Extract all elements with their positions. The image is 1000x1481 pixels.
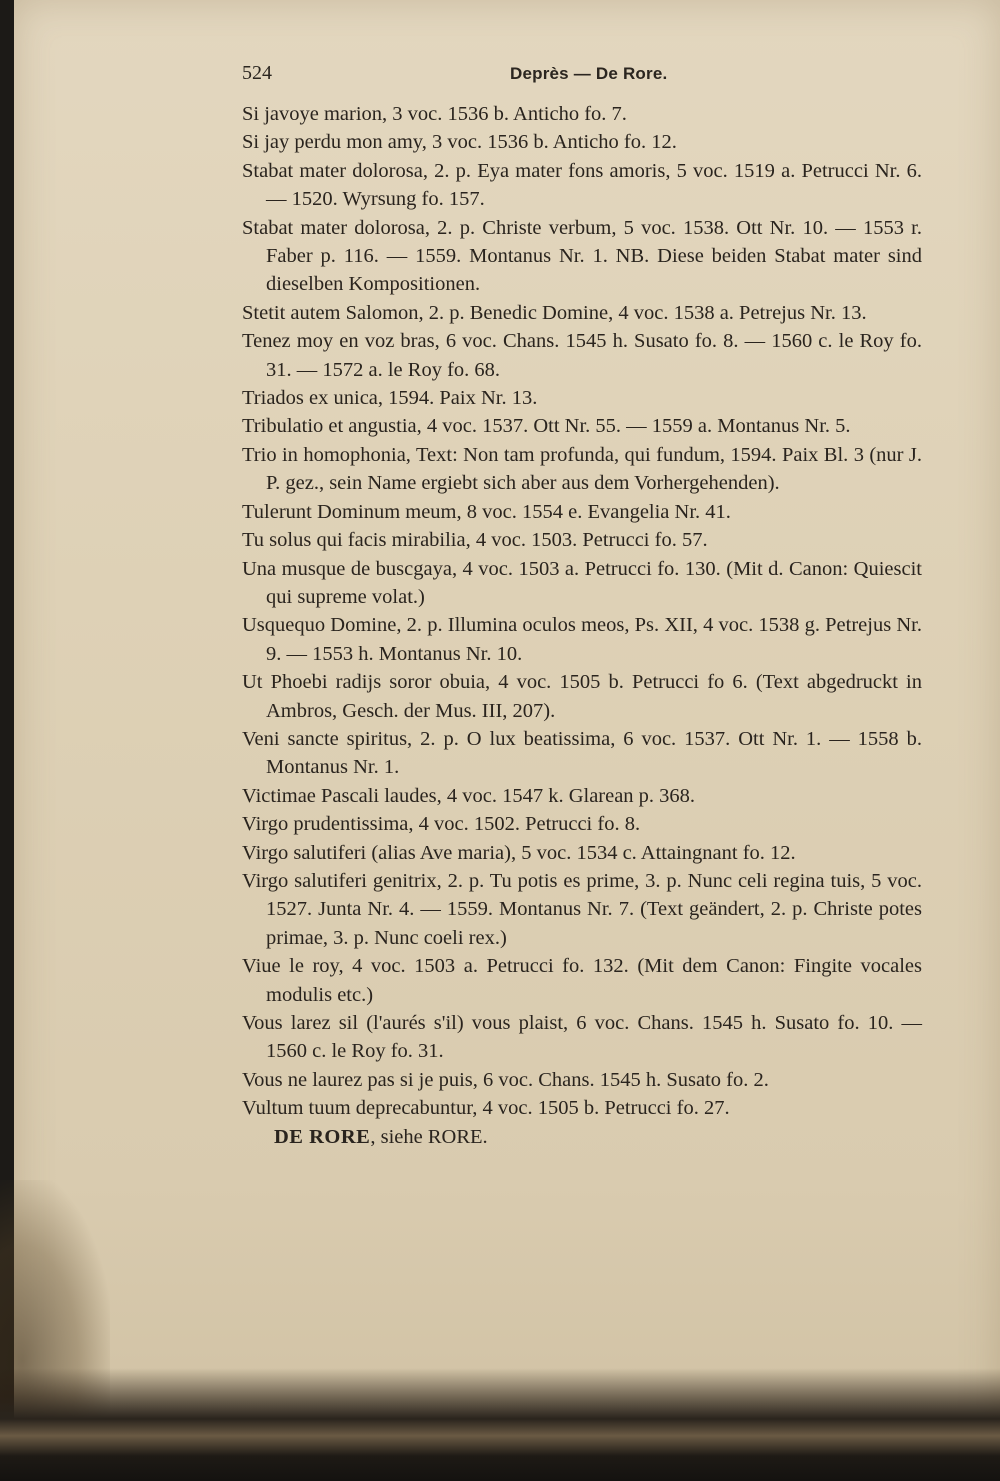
cross-reference [242, 1123, 922, 1151]
catalog-entry: Stabat mater dolorosa, 2. p. Christe verbum, 5 voc. 1538. Ott Nr. 10. — 1553 r. Faber p. 116. — 1559. Montanus Nr. 1. NB. Diese beiden Stabat mater sind dieselben Kompositionen. [242, 216, 922, 296]
catalog-entry: Stetit autem Salomon, 2. p. Benedic Domine, 4 voc. 1538 a. Petrejus Nr. 13. [242, 301, 867, 324]
catalog-entry: Si javoye marion, 3 voc. 1536 b. Anticho fo. 7. [242, 103, 627, 125]
catalog-entry: Usquequo Domine, 2. p. Illumina oculos meos, Ps. XII, 4 voc. 1538 g. Petrejus Nr. 9. — 1553 h. Montanus Nr. 10. [242, 614, 922, 665]
running-title: Deprès — De Rore. [510, 64, 668, 83]
book-page [14, 0, 1000, 1481]
page-number: 524 [242, 62, 272, 84]
catalog-entry: Trio in homophonia, Text: Non tam profunda, qui fundum, 1594. Paix Bl. 3 (nur J. P. gez., sein Name ergiebt sich aber aus dem Vorhergehenden). [242, 443, 922, 495]
catalog-entry: Stabat mater dolorosa, 2. p. Eya mater fons amoris, 5 voc. 1519 a. Petrucci Nr. 6. — 1520. Wyrsung fo. 157. [242, 159, 922, 211]
catalog-entry: Vous ne laurez pas si je puis, 6 voc. Chans. 1545 h. Susato fo. 2. [242, 1068, 769, 1091]
catalog-entry: Veni sancte spiritus, 2. p. O lux beatissima, 6 voc. 1537. Ott Nr. 1. — 1558 b. Montanus Nr. 1. [242, 727, 922, 779]
catalog-entry: Virgo prudentissima, 4 voc. 1502. Petrucci fo. 8. [242, 813, 641, 836]
cross-reference-text: , siehe RORE. [370, 1125, 488, 1148]
catalog-entry: Tu solus qui facis mirabilia, 4 voc. 1503. Petrucci fo. 57. [242, 529, 708, 552]
catalog-entry: Virgo salutiferi genitrix, 2. p. Tu potis es prime, 3. p. Nunc celi regina tuis, 5 voc. 1527. Junta Nr. 4. — 1559. Montanus Nr. 7. (Text geändert, 2. p. Christe potes primae, 3. p. Nunc coeli rex.) [242, 869, 922, 949]
cross-reference-name: DE RORE [274, 1125, 371, 1148]
catalog-entries [242, 100, 922, 1151]
catalog-entry: Tenez moy en voz bras, 6 voc. Chans. 1545 h. Susato fo. 8. — 1560 c. le Roy fo. 31. — 1572 a. le Roy fo. 68. [242, 330, 922, 381]
catalog-entry: Si jay perdu mon amy, 3 voc. 1536 b. Anticho fo. 12. [242, 131, 677, 154]
catalog-entry: Vultum tuum deprecabuntur, 4 voc. 1505 b. Petrucci fo. 27. [242, 1097, 730, 1120]
catalog-entry: Viue le roy, 4 voc. 1503 a. Petrucci fo. 132. (Mit dem Canon: Fingite vocales modulis etc.) [242, 955, 922, 1006]
catalog-entry: Victimae Pascali laudes, 4 voc. 1547 k. Glarean p. 368. [242, 784, 696, 807]
catalog-entry: Triados ex unica, 1594. Paix Nr. 13. [242, 387, 538, 410]
page-bottom-edge [0, 1368, 1000, 1481]
catalog-entry: Tulerunt Dominum meum, 8 voc. 1554 e. Evangelia Nr. 41. [242, 500, 731, 523]
catalog-entry: Tribulatio et angustia, 4 voc. 1537. Ott Nr. 55. — 1559 a. Montanus Nr. 5. [242, 415, 851, 438]
catalog-entry: Virgo salutiferi (alias Ave maria), 5 voc. 1534 c. Attaingnant fo. 12. [242, 841, 796, 864]
catalog-entry: Ut Phoebi radijs soror obuia, 4 voc. 1505 b. Petrucci fo 6. (Text abgedruckt in Ambros, Gesch. der Mus. III, 207). [242, 671, 922, 722]
catalog-entry: Una musque de buscgaya, 4 voc. 1503 a. Petrucci fo. 130. (Mit d. Canon: Quiescit qui supreme volat.) [242, 557, 922, 608]
page-header [242, 62, 712, 88]
catalog-entry: Vous larez sil (l'aurés s'il) vous plaist, 6 voc. Chans. 1545 h. Susato fo. 10. — 1560 c. le Roy fo. 31. [242, 1012, 922, 1063]
